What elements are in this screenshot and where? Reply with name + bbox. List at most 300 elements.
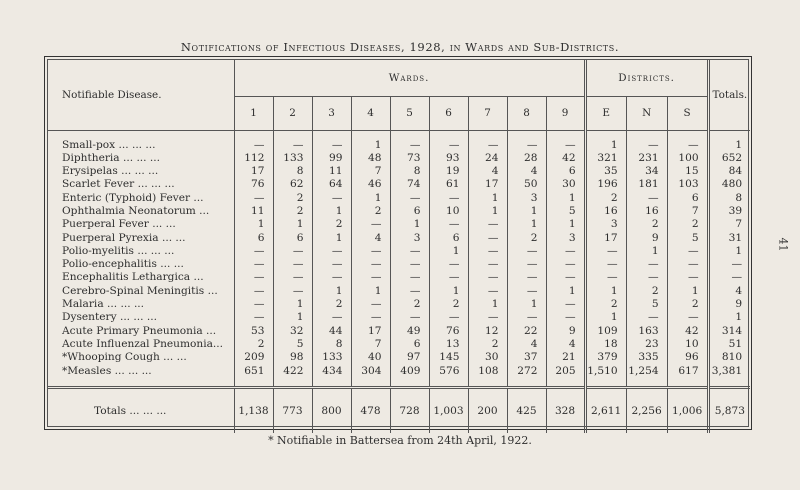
- district-cell: 109: [585, 325, 626, 338]
- ward-cell: 12: [468, 325, 507, 338]
- table-row: [48, 139, 750, 152]
- disease-label: Small-pox ... ... ...: [62, 138, 156, 151]
- row-total-cell: 314: [708, 325, 750, 338]
- spacer-cell: [48, 130, 234, 139]
- district-cell: —: [667, 271, 708, 284]
- district-cell: 23: [626, 338, 667, 351]
- ward-cell: —: [312, 139, 351, 152]
- ward-cell: —: [468, 271, 507, 284]
- ward-cell: —: [390, 245, 429, 258]
- ward-cell: —: [468, 311, 507, 324]
- ward-cell: 24: [468, 152, 507, 165]
- page-number: 41: [776, 237, 790, 252]
- ward-cell: 3: [390, 232, 429, 245]
- ward-cell: —: [468, 245, 507, 258]
- district-cell: 9: [626, 232, 667, 245]
- spacer-cell: [351, 130, 390, 139]
- table-body: [48, 130, 750, 433]
- ward-cell: 98: [273, 351, 312, 364]
- ward-cell: —: [234, 245, 273, 258]
- totals-cell: 200: [468, 387, 507, 433]
- ward-cell: —: [546, 139, 585, 152]
- ward-cell: 1: [312, 232, 351, 245]
- district-cell: 17: [585, 232, 626, 245]
- spacer-cell: [468, 130, 507, 139]
- disease-label: Cerebro-Spinal Meningitis ...: [62, 284, 218, 297]
- ward-cell: 64: [312, 178, 351, 191]
- district-cell: 196: [585, 178, 626, 191]
- ward-cell: 42: [546, 152, 585, 165]
- ward-cell: —: [351, 311, 390, 324]
- spacer-cell: [390, 378, 429, 388]
- totals-cell: 2,256: [626, 387, 667, 433]
- ward-header: 3: [312, 96, 351, 130]
- ward-cell: 1: [468, 192, 507, 205]
- spacer-cell: [667, 378, 708, 388]
- row-total-cell: —: [708, 258, 750, 271]
- district-cell: —: [626, 192, 667, 205]
- totals-cell: 1,003: [429, 387, 468, 433]
- ward-cell: 4: [507, 338, 546, 351]
- row-total-cell: 84: [708, 165, 750, 178]
- district-cell: —: [667, 139, 708, 152]
- ward-cell: 6: [390, 338, 429, 351]
- ward-cell: 44: [312, 325, 351, 338]
- ward-cell: 74: [390, 178, 429, 191]
- totals-cell: 425: [507, 387, 546, 433]
- ward-header: 1: [234, 96, 273, 130]
- district-cell: —: [585, 271, 626, 284]
- table-row: [48, 152, 750, 165]
- ward-cell: —: [273, 139, 312, 152]
- district-header: N: [626, 96, 667, 130]
- ward-cell: 1: [468, 298, 507, 311]
- spacer-cell: [507, 130, 546, 139]
- totals-cell: 328: [546, 387, 585, 433]
- district-cell: 1: [585, 311, 626, 324]
- spacer-cell: [273, 378, 312, 388]
- ward-cell: 22: [507, 325, 546, 338]
- spacer-cell: [273, 130, 312, 139]
- ward-cell: —: [351, 258, 390, 271]
- spacer-cell: [708, 378, 750, 388]
- ward-cell: —: [468, 258, 507, 271]
- totals-cell: 5,873: [708, 387, 750, 433]
- table-row: [48, 218, 750, 231]
- totals-cell: 478: [351, 387, 390, 433]
- totals-row: [48, 387, 750, 433]
- row-total-cell: 4: [708, 285, 750, 298]
- row-total-cell: 1: [708, 311, 750, 324]
- ward-cell: 11: [312, 165, 351, 178]
- ward-cell: 13: [429, 338, 468, 351]
- ward-cell: 53: [234, 325, 273, 338]
- ward-cell: 4: [351, 232, 390, 245]
- ward-cell: 1: [351, 139, 390, 152]
- ward-cell: 2: [273, 192, 312, 205]
- district-cell: 2: [585, 298, 626, 311]
- ward-cell: 2: [234, 338, 273, 351]
- disease-label: Scarlet Fever ... ... ...: [62, 178, 175, 191]
- district-cell: —: [626, 139, 667, 152]
- row-total-cell: 9: [708, 298, 750, 311]
- ward-cell: 50: [507, 178, 546, 191]
- ward-cell: 5: [273, 338, 312, 351]
- ward-cell: —: [234, 271, 273, 284]
- district-cell: 3: [585, 218, 626, 231]
- ward-cell: 3: [546, 232, 585, 245]
- ward-cell: —: [234, 285, 273, 298]
- ward-cell: 17: [351, 325, 390, 338]
- district-cell: 2: [626, 285, 667, 298]
- table-row: [48, 311, 750, 324]
- ward-cell: 1: [507, 205, 546, 218]
- disease-label: Enteric (Typhoid) Fever ...: [62, 191, 204, 204]
- district-cell: 1: [585, 139, 626, 152]
- notifications-table-inner: [47, 59, 749, 427]
- ward-cell: 17: [468, 178, 507, 191]
- ward-cell: 8: [312, 338, 351, 351]
- spacer-cell: [507, 378, 546, 388]
- ward-cell: —: [507, 285, 546, 298]
- table-row: [48, 192, 750, 205]
- ward-cell: 108: [468, 365, 507, 378]
- ward-header: 8: [507, 96, 546, 130]
- ward-cell: 133: [273, 152, 312, 165]
- ward-cell: 1: [546, 192, 585, 205]
- row-total-cell: 810: [708, 351, 750, 364]
- ward-cell: —: [507, 139, 546, 152]
- row-total-cell: 51: [708, 338, 750, 351]
- ward-cell: 1: [273, 218, 312, 231]
- district-cell: 10: [667, 338, 708, 351]
- ward-cell: 21: [546, 351, 585, 364]
- district-cell: 15: [667, 165, 708, 178]
- district-cell: 5: [667, 232, 708, 245]
- ward-cell: 2: [507, 232, 546, 245]
- ward-cell: 6: [390, 205, 429, 218]
- ward-header: 2: [273, 96, 312, 130]
- notifications-table: [48, 60, 750, 433]
- ward-cell: 1: [351, 285, 390, 298]
- ward-cell: 40: [351, 351, 390, 364]
- district-header: E: [585, 96, 626, 130]
- ward-cell: —: [546, 271, 585, 284]
- district-cell: 35: [585, 165, 626, 178]
- ward-cell: —: [390, 192, 429, 205]
- ward-cell: 576: [429, 365, 468, 378]
- spacer-cell: [626, 378, 667, 388]
- ward-header: 5: [390, 96, 429, 130]
- district-cell: 5: [626, 298, 667, 311]
- district-cell: 6: [667, 192, 708, 205]
- ward-cell: 1: [546, 285, 585, 298]
- ward-cell: —: [546, 245, 585, 258]
- ward-cell: 99: [312, 152, 351, 165]
- ward-cell: —: [507, 311, 546, 324]
- totals-cell: 1,006: [667, 387, 708, 433]
- ward-cell: 2: [273, 205, 312, 218]
- spacer-cell: [312, 130, 351, 139]
- ward-cell: —: [390, 271, 429, 284]
- spacer-cell: [429, 378, 468, 388]
- district-cell: —: [626, 311, 667, 324]
- district-cell: 42: [667, 325, 708, 338]
- table-row: [48, 271, 750, 284]
- row-total-cell: 31: [708, 232, 750, 245]
- spacer-cell: [708, 130, 750, 139]
- ward-cell: —: [234, 192, 273, 205]
- ward-cell: 10: [429, 205, 468, 218]
- footnote: * Notifiable in Battersea from 24th April, 1922.: [268, 434, 532, 447]
- table-row: [48, 325, 750, 338]
- ward-cell: —: [234, 311, 273, 324]
- ward-cell: —: [312, 311, 351, 324]
- ward-cell: 30: [468, 351, 507, 364]
- ward-cell: 651: [234, 365, 273, 378]
- ward-cell: 19: [429, 165, 468, 178]
- ward-cell: —: [429, 271, 468, 284]
- ward-cell: 93: [429, 152, 468, 165]
- ward-cell: 32: [273, 325, 312, 338]
- ward-cell: 46: [351, 178, 390, 191]
- row-total-cell: 480: [708, 178, 750, 191]
- ward-cell: 6: [234, 232, 273, 245]
- ward-cell: 133: [312, 351, 351, 364]
- row-total-cell: 3,381: [708, 365, 750, 378]
- spacer-cell: [546, 378, 585, 388]
- ward-header: 4: [351, 96, 390, 130]
- district-cell: —: [667, 245, 708, 258]
- district-cell: 7: [667, 205, 708, 218]
- spacer-cell: [667, 130, 708, 139]
- table-row: [48, 338, 750, 351]
- district-cell: —: [626, 271, 667, 284]
- district-cell: 1: [667, 285, 708, 298]
- ward-cell: 434: [312, 365, 351, 378]
- spacer-cell: [585, 378, 626, 388]
- district-cell: 18: [585, 338, 626, 351]
- spacer-row: [48, 130, 750, 139]
- ward-header: 7: [468, 96, 507, 130]
- table-row: [48, 365, 750, 378]
- ward-cell: 62: [273, 178, 312, 191]
- table-row: [48, 258, 750, 271]
- ward-cell: —: [429, 311, 468, 324]
- district-cell: 103: [667, 178, 708, 191]
- district-cell: 1: [585, 285, 626, 298]
- ward-cell: 2: [390, 298, 429, 311]
- district-cell: 2: [667, 218, 708, 231]
- ward-cell: —: [429, 218, 468, 231]
- ward-cell: —: [468, 139, 507, 152]
- ward-cell: 7: [351, 165, 390, 178]
- district-cell: 181: [626, 178, 667, 191]
- ward-cell: 5: [546, 205, 585, 218]
- ward-cell: 205: [546, 365, 585, 378]
- disease-label: Polio-myelitis ... ... ...: [62, 244, 175, 257]
- ward-cell: —: [429, 258, 468, 271]
- district-cell: 100: [667, 152, 708, 165]
- district-cell: —: [585, 245, 626, 258]
- row-total-cell: 652: [708, 152, 750, 165]
- ward-cell: 1: [507, 218, 546, 231]
- ward-cell: 2: [468, 338, 507, 351]
- district-cell: —: [667, 258, 708, 271]
- ward-cell: 409: [390, 365, 429, 378]
- ward-cell: 37: [507, 351, 546, 364]
- spacer-cell: [351, 378, 390, 388]
- ward-cell: —: [351, 245, 390, 258]
- spacer-cell: [626, 130, 667, 139]
- totals-cell: 1,138: [234, 387, 273, 433]
- ward-cell: —: [468, 232, 507, 245]
- ward-cell: 1: [312, 285, 351, 298]
- ward-cell: 1: [273, 298, 312, 311]
- district-cell: 34: [626, 165, 667, 178]
- table-row: [48, 245, 750, 258]
- ward-cell: 2: [429, 298, 468, 311]
- ward-cell: —: [351, 218, 390, 231]
- spacer-cell: [234, 378, 273, 388]
- ward-cell: 1: [468, 205, 507, 218]
- ward-cell: 97: [390, 351, 429, 364]
- disease-label: Polio-encephalitis ... ...: [62, 258, 184, 271]
- spacer-row: [48, 378, 750, 388]
- ward-cell: 76: [234, 178, 273, 191]
- disease-column-header: Notifiable Disease.: [48, 60, 234, 130]
- ward-cell: 7: [351, 338, 390, 351]
- row-total-cell: 7: [708, 218, 750, 231]
- ward-cell: —: [312, 271, 351, 284]
- notifications-table-frame: [44, 56, 752, 430]
- table-row: [48, 285, 750, 298]
- district-cell: 335: [626, 351, 667, 364]
- ward-cell: 49: [390, 325, 429, 338]
- spacer-cell: [48, 378, 234, 388]
- row-total-cell: 39: [708, 205, 750, 218]
- ward-cell: 6: [273, 232, 312, 245]
- ward-header: 6: [429, 96, 468, 130]
- ward-cell: 2: [312, 298, 351, 311]
- ward-cell: —: [429, 139, 468, 152]
- ward-cell: —: [351, 298, 390, 311]
- disease-label: Dysentery ... ... ...: [62, 311, 157, 324]
- table-row: [48, 165, 750, 178]
- districts-group-header: Districts.: [585, 60, 708, 96]
- totals-cell: 2,611: [585, 387, 626, 433]
- ward-cell: —: [390, 258, 429, 271]
- ward-cell: 145: [429, 351, 468, 364]
- district-cell: —: [585, 258, 626, 271]
- district-cell: 16: [626, 205, 667, 218]
- spacer-cell: [390, 130, 429, 139]
- district-cell: 163: [626, 325, 667, 338]
- district-cell: 617: [667, 365, 708, 378]
- totals-cell: 773: [273, 387, 312, 433]
- ward-cell: —: [312, 258, 351, 271]
- district-cell: 16: [585, 205, 626, 218]
- ward-cell: 1: [273, 311, 312, 324]
- ward-cell: —: [351, 271, 390, 284]
- ward-cell: 76: [429, 325, 468, 338]
- ward-cell: 1: [507, 298, 546, 311]
- disease-label: Ophthalmia Neonatorum ...: [62, 204, 210, 217]
- ward-cell: 1: [546, 218, 585, 231]
- ward-cell: 304: [351, 365, 390, 378]
- ward-cell: 48: [351, 152, 390, 165]
- totals-cell: 728: [390, 387, 429, 433]
- ward-cell: 1: [234, 218, 273, 231]
- ward-header: 9: [546, 96, 585, 130]
- table-title: Notifications of Infectious Diseases, 1928, in Wards and Sub-Districts.: [180, 40, 620, 54]
- ward-cell: —: [312, 245, 351, 258]
- ward-cell: 3: [507, 192, 546, 205]
- ward-cell: —: [273, 245, 312, 258]
- ward-cell: 28: [507, 152, 546, 165]
- ward-cell: —: [234, 139, 273, 152]
- table-row: [48, 232, 750, 245]
- disease-label: *Whooping Cough ... ...: [62, 351, 187, 364]
- ward-cell: 1: [312, 205, 351, 218]
- table-row: [48, 178, 750, 191]
- ward-cell: —: [546, 298, 585, 311]
- spacer-cell: [546, 130, 585, 139]
- ward-cell: —: [312, 192, 351, 205]
- ward-cell: —: [273, 258, 312, 271]
- disease-label: Erysipelas ... ... ...: [62, 165, 159, 178]
- table-row: [48, 205, 750, 218]
- ward-cell: —: [429, 192, 468, 205]
- ward-cell: 1: [429, 285, 468, 298]
- ward-cell: —: [234, 298, 273, 311]
- district-cell: 2: [667, 298, 708, 311]
- ward-cell: —: [546, 258, 585, 271]
- row-total-cell: 8: [708, 192, 750, 205]
- disease-label: Puerperal Fever ... ...: [62, 218, 176, 231]
- ward-cell: 422: [273, 365, 312, 378]
- disease-label: Malaria ... ... ...: [62, 298, 145, 311]
- ward-cell: 8: [390, 165, 429, 178]
- ward-cell: 1: [390, 218, 429, 231]
- district-cell: —: [626, 258, 667, 271]
- table-row: [48, 351, 750, 364]
- disease-label: Diphtheria ... ... ...: [62, 151, 161, 164]
- ward-cell: —: [468, 218, 507, 231]
- ward-cell: —: [234, 258, 273, 271]
- ward-cell: 1: [429, 245, 468, 258]
- ward-cell: 17: [234, 165, 273, 178]
- ward-cell: —: [273, 285, 312, 298]
- district-cell: 2: [585, 192, 626, 205]
- ward-cell: —: [273, 271, 312, 284]
- ward-cell: 73: [390, 152, 429, 165]
- district-cell: 231: [626, 152, 667, 165]
- totals-column-header: Totals.: [708, 60, 750, 130]
- table-row: [48, 298, 750, 311]
- ward-cell: 4: [468, 165, 507, 178]
- ward-cell: 1: [351, 192, 390, 205]
- district-cell: 96: [667, 351, 708, 364]
- district-cell: 1: [626, 245, 667, 258]
- district-cell: 2: [626, 218, 667, 231]
- ward-cell: 6: [429, 232, 468, 245]
- district-cell: 321: [585, 152, 626, 165]
- row-total-cell: 1: [708, 245, 750, 258]
- totals-label: Totals ... ... ...: [48, 387, 234, 433]
- ward-cell: 209: [234, 351, 273, 364]
- spacer-cell: [468, 378, 507, 388]
